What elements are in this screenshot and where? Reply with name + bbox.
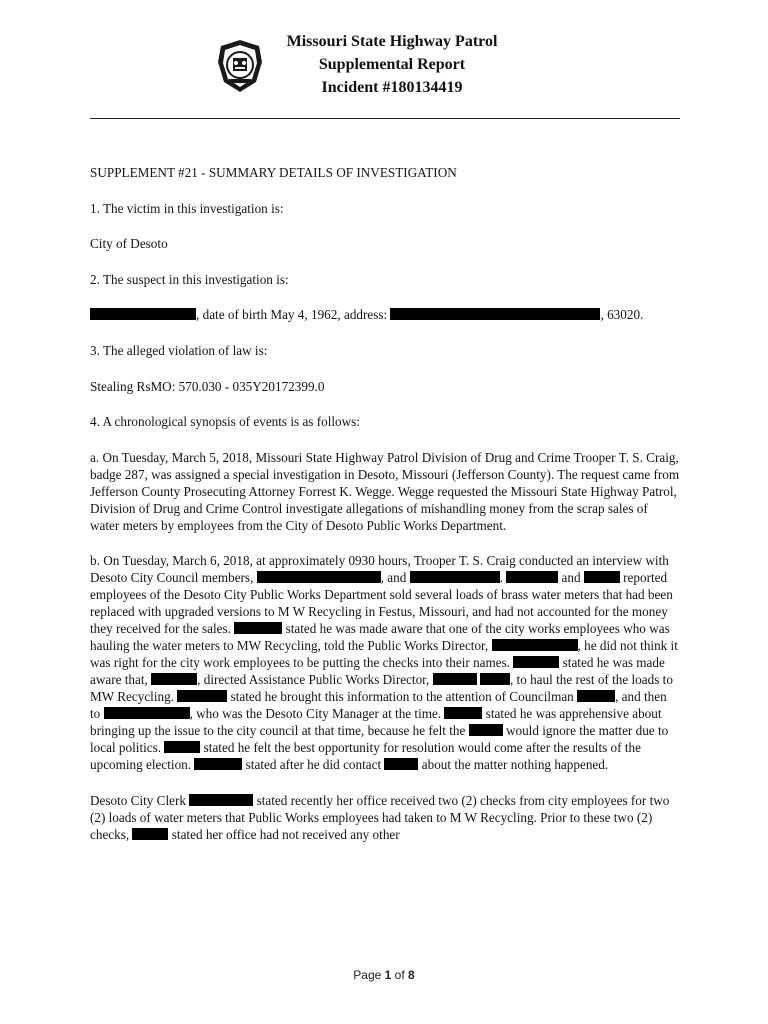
redaction — [577, 690, 615, 702]
redaction — [384, 758, 418, 770]
redaction — [177, 690, 227, 702]
page-footer: Page 1 of 8 — [353, 968, 415, 982]
redaction — [584, 571, 620, 583]
victim-heading: 1. The victim in this investigation is: — [90, 200, 284, 216]
redaction — [257, 571, 381, 583]
paragraph-c: Desoto City Clerk stated recently her office received two (2) checks from city employees for two (2) loads of water meters that Public Works employees had taken to M W Recycling. Prior to these two (2) checks, stated her office had not received any other — [90, 792, 670, 842]
patrol-seal-icon — [214, 38, 266, 94]
redaction — [480, 673, 510, 685]
report-header — [214, 30, 514, 100]
redaction — [104, 707, 190, 719]
suspect-heading: 2. The suspect in this investigation is: — [90, 271, 289, 287]
redaction — [90, 308, 196, 320]
redaction — [234, 622, 282, 634]
redaction — [469, 724, 503, 736]
redaction — [433, 673, 477, 685]
supplement-title: SUPPLEMENT #21 - SUMMARY DETAILS OF INVESTIGATION — [90, 165, 457, 180]
report-body — [90, 164, 680, 862]
redaction — [132, 828, 168, 840]
redaction — [513, 656, 559, 668]
incident-number: Incident #180134419 — [321, 79, 463, 96]
suspect-line: , date of birth May 4, 1962, address: , 63020. — [90, 306, 680, 323]
page-total: 8 — [408, 968, 415, 982]
redaction — [194, 758, 242, 770]
redaction — [151, 673, 197, 685]
paragraph-a: a. On Tuesday, March 5, 2018, Missouri State Highway Patrol Division of Drug and Crime Trooper T. S. Craig, badge 287, was assigned a special investigation in Desoto, Missouri (Jefferson County). The request came from Jefferson County Prosecuting Attorney Forrest K. Wegge. Wegge requested the Missouri State Highway Patrol, Division of Drug and Crime Control investigate allegations of mishandling money from the scrap sales of water meters by employees from the City of Desoto Public Works Department. — [90, 449, 680, 533]
header-divider — [90, 118, 680, 119]
violation-value: Stealing RsMO: 570.030 - 035Y20172399.0 — [90, 378, 325, 394]
page-number: 1 — [384, 968, 392, 982]
agency-name: Missouri State Highway Patrol — [286, 33, 498, 50]
victim-value: City of Desoto — [90, 236, 168, 252]
redaction — [164, 741, 200, 753]
redaction — [390, 308, 600, 320]
header-title-block — [272, 30, 512, 99]
redaction — [444, 707, 482, 719]
violation-heading: 3. The alleged violation of law is: — [90, 342, 268, 358]
synopsis-heading: 4. A chronological synopsis of events is as follows: — [90, 414, 360, 430]
redaction — [410, 571, 500, 583]
paragraph-b: b. On Tuesday, March 6, 2018, at approximately 0930 hours, Trooper T. S. Craig conducted an interview with Desoto City Council members, , and . and reported employees of the Desoto City Public Works Department sold several loads of brass water meters that had been replaced with upgraded versions to M W Recycling in Festus, Missouri, and had not accounted for the money they received for the sales. stated he was made aware that one of the city works employees who was hauling the water meters to MW Recycling, told the Public Works Director, , he did not think it was right for the city work employees to be putting the checks into their names. stated he was made aware that, , directed Assistance Public Works Director, , to haul the rest of the loads to MW Recycling. stated he brought this information to the attention of Councilman , and then to , who was the Desoto City Manager at the time. stated he was apprehensive about bringing up the issue to the city council at that time, because he felt the would ignore the matter due to local politics. stated he felt the best opportunity for resolution would come after the results of the upcoming election. stated after he did contact about the matter nothing happened. — [90, 553, 678, 773]
report-type: Supplemental Report — [318, 56, 466, 73]
redaction — [189, 794, 253, 806]
redaction — [506, 571, 558, 583]
redaction — [492, 639, 578, 651]
